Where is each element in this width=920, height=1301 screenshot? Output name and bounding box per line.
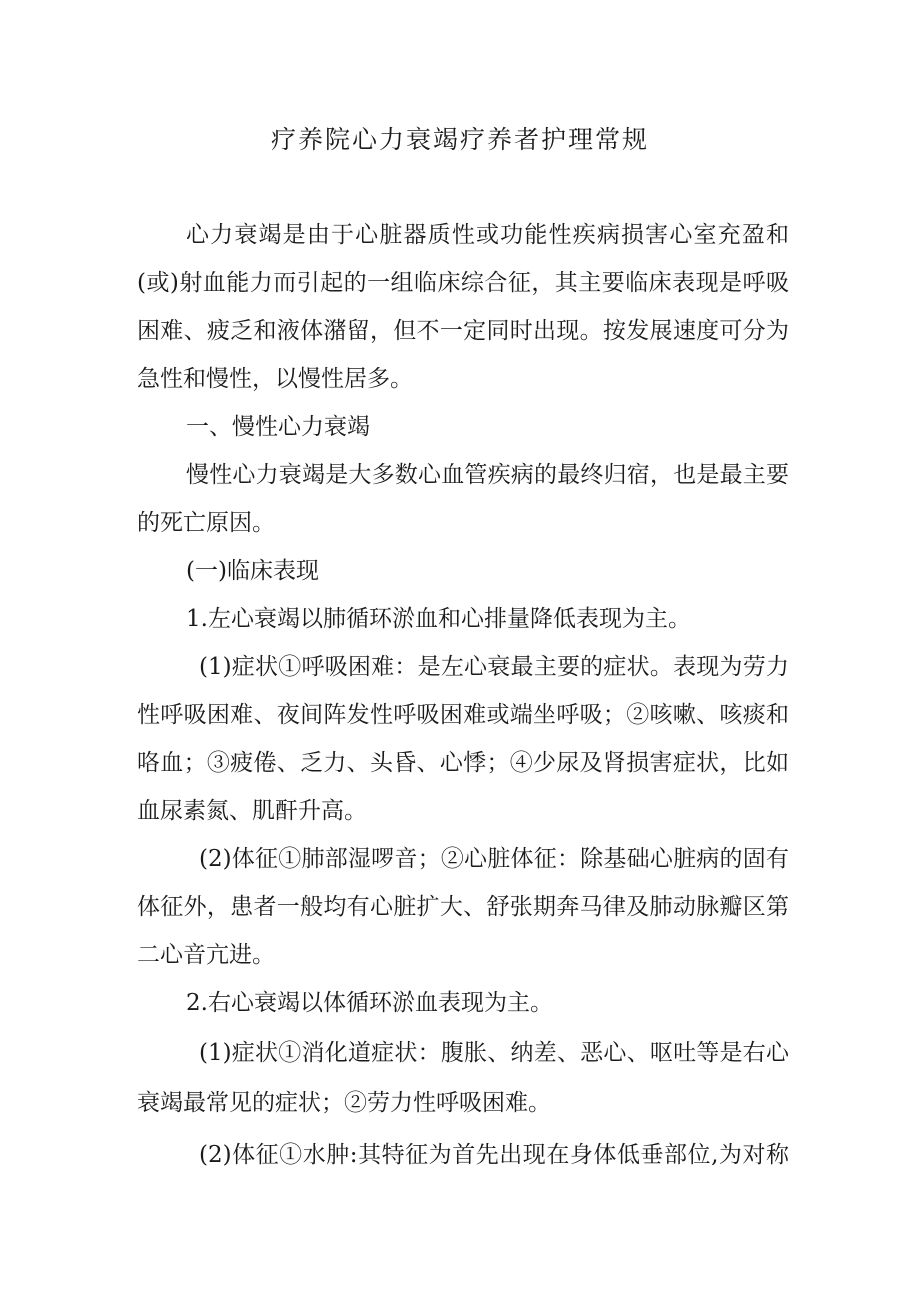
subsection1-heading: (一)临床表现 bbox=[186, 558, 319, 584]
page-title: 疗养院心力衰竭疗养者护理常规 bbox=[270, 125, 649, 154]
intro-line-2: (或)射血能力而引起的一组临床综合征，其主要临床表现是呼吸 bbox=[137, 270, 789, 296]
intro-line-3: 困难、疲乏和液体潴留，但不一定同时出现。按发展速度可分为 bbox=[137, 318, 789, 344]
section1-heading: 一、慢性心力衰竭 bbox=[186, 414, 370, 440]
item2-symptoms-line-2: 衰竭最常见的症状；②劳力性呼吸困难。 bbox=[137, 1090, 551, 1116]
section1-line-1: 慢性心力衰竭是大多数心血管疾病的最终归宿，也是最主要 bbox=[186, 462, 789, 488]
item1-signs-line-2: 体征外，患者一般均有心脏扩大、舒张期奔马律及肺动脉瓣区第 bbox=[137, 894, 789, 920]
item1-signs-line-1: (2)体征①肺部湿啰音；②心脏体征：除基础心脏病的固有 bbox=[199, 846, 789, 872]
item1-signs-line-3: 二心音亢进。 bbox=[137, 942, 275, 968]
section1-line-2: 的死亡原因。 bbox=[137, 510, 275, 536]
item1-symptoms-line-1: (1)症状①呼吸困难：是左心衰最主要的症状。表现为劳力 bbox=[199, 654, 789, 680]
item1-symptoms-line-2: 性呼吸困难、夜间阵发性呼吸困难或端坐呼吸；②咳嗽、咳痰和 bbox=[137, 702, 789, 728]
intro-line-1: 心力衰竭是由于心脏器质性或功能性疾病损害心室充盈和 bbox=[186, 222, 789, 248]
item2-signs-line-1: (2)体征①水肿:其特征为首先出现在身体低垂部位,为对称 bbox=[199, 1142, 789, 1168]
item1-symptoms-line-4: 血尿素氮、肌酐升高。 bbox=[137, 798, 367, 824]
item2-heading: 2.右心衰竭以体循环淤血表现为主。 bbox=[186, 990, 553, 1016]
item1-symptoms-line-3: 咯血；③疲倦、乏力、头昏、心悸；④少尿及肾损害症状，比如 bbox=[137, 750, 789, 776]
item1-heading: 1.左心衰竭以肺循环淤血和心排量降低表现为主。 bbox=[186, 606, 691, 632]
intro-line-4: 急性和慢性，以慢性居多。 bbox=[137, 366, 413, 392]
item2-symptoms-line-1: (1)症状①消化道症状：腹胀、纳差、恶心、呕吐等是右心 bbox=[199, 1040, 789, 1066]
